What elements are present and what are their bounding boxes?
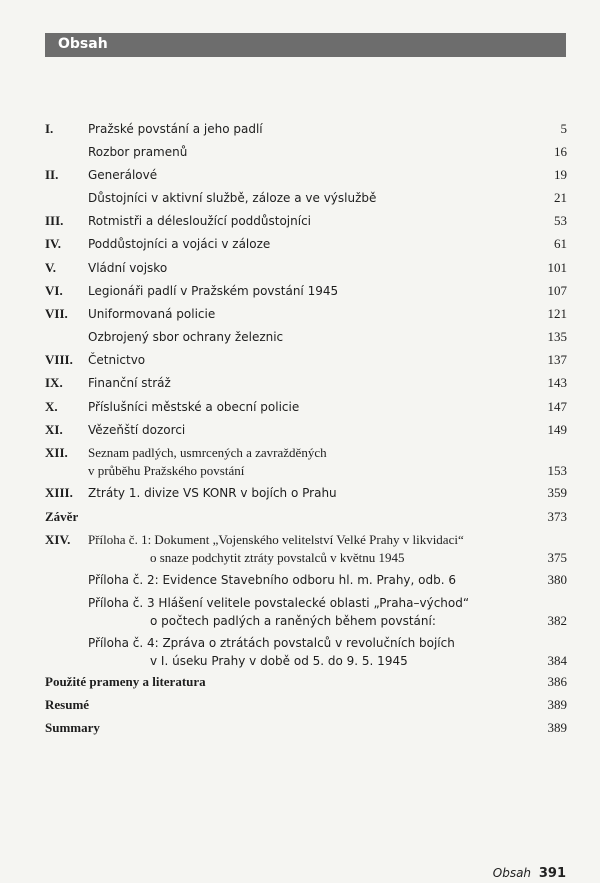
entry-page-number: 149 xyxy=(547,422,567,437)
entry-title: Ztráty 1. divize VS KONR v bojích o Prahu xyxy=(88,486,337,500)
entry-title: Generálové xyxy=(88,168,158,182)
entry-page-number: 380 xyxy=(547,572,567,587)
entry-title: Příloha č. 1: Dokument „Vojenského velitelství Velké Prahy v likvidaci“ xyxy=(88,532,464,547)
chapter-number: VIII. xyxy=(45,352,73,367)
chapter-number: VII. xyxy=(45,306,68,321)
entry-page-number: 61 xyxy=(554,236,567,251)
entry-title: Rozbor pramenů xyxy=(88,145,188,159)
entry-title: v I. úseku Prahy v době od 5. do 9. 5. 1945 xyxy=(150,654,408,668)
entry-title: Příloha č. 4: Zpráva o ztrátách povstalců v revolučních bojích xyxy=(88,636,455,650)
entry-title: Příloha č. 3 Hlášení velitele povstalecké oblasti „Praha–východ“ xyxy=(88,596,470,610)
entry-title: Vládní vojsko xyxy=(88,261,168,275)
footer-label: Obsah xyxy=(492,866,532,880)
section-title: Obsah xyxy=(58,36,108,52)
chapter-number: XIV. xyxy=(45,532,71,547)
entry-page-number: 375 xyxy=(547,550,567,565)
entry-page-number: 359 xyxy=(547,485,567,500)
entry-page-number: 389 xyxy=(547,720,567,735)
entry-title: Summary xyxy=(45,720,100,735)
chapter-number: IX. xyxy=(45,375,63,390)
entry-page-number: 21 xyxy=(554,190,567,205)
chapter-number: II. xyxy=(45,167,59,182)
entry-page-number: 384 xyxy=(547,653,567,668)
chapter-number: VI. xyxy=(45,283,63,298)
entry-title: Důstojníci v aktivní službě, záloze a ve výslužbě xyxy=(88,191,377,205)
entry-title: Ozbrojený sbor ochrany železnic xyxy=(88,330,284,344)
entry-title: Finanční stráž xyxy=(88,376,171,390)
entry-title: Uniformovaná policie xyxy=(88,307,216,321)
entry-page-number: 16 xyxy=(554,144,567,159)
chapter-number: IV. xyxy=(45,236,62,251)
entry-page-number: 101 xyxy=(547,260,567,275)
entry-page-number: 147 xyxy=(547,399,567,414)
entry-page-number: 373 xyxy=(547,509,567,524)
entry-title: Četnictvo xyxy=(88,353,146,367)
entry-title: Použité prameny a literatura xyxy=(45,674,206,689)
chapter-number: XII. xyxy=(45,445,68,460)
entry-page-number: 53 xyxy=(554,213,567,228)
entry-page-number: 137 xyxy=(547,352,567,367)
entry-page-number: 135 xyxy=(547,329,567,344)
entry-title: Rotmistři a délesloužící poddůstojníci xyxy=(88,214,312,228)
entry-page-number: 386 xyxy=(547,674,567,689)
entry-title: Příloha č. 2: Evidence Stavebního odboru hl. m. Prahy, odb. 6 xyxy=(88,573,457,587)
entry-title: o snaze podchytit ztráty povstalců v květnu 1945 xyxy=(150,550,405,565)
entry-title: Závěr xyxy=(45,509,79,524)
entry-page-number: 389 xyxy=(547,697,567,712)
entry-page-number: 107 xyxy=(547,283,567,298)
entry-title: Příslušníci městské a obecní policie xyxy=(88,400,300,414)
entry-title: Legionáři padlí v Pražském povstání 1945 xyxy=(88,284,339,298)
chapter-number: XI. xyxy=(45,422,63,437)
entry-title: Seznam padlých, usmrcených a zavražděných xyxy=(88,445,327,460)
chapter-number: X. xyxy=(45,399,58,414)
page-footer xyxy=(493,866,566,881)
entry-page-number: 153 xyxy=(547,463,567,478)
entry-page-number: 382 xyxy=(547,613,567,628)
entry-title: Poddůstojníci a vojáci v záloze xyxy=(88,237,271,251)
chapter-number: XIII. xyxy=(45,485,73,500)
chapter-number: V. xyxy=(45,260,56,275)
entry-page-number: 143 xyxy=(547,375,567,390)
page-number: 391 xyxy=(538,866,566,881)
entry-title: o počtech padlých a raněných během povstání: xyxy=(150,614,436,628)
entry-page-number: 5 xyxy=(560,121,567,136)
entry-page-number: 121 xyxy=(547,306,567,321)
chapter-number: III. xyxy=(45,213,64,228)
entry-title: v průběhu Pražského povstání xyxy=(88,463,245,478)
entry-title: Resumé xyxy=(45,697,90,712)
chapter-number: I. xyxy=(45,121,54,136)
entry-title: Pražské povstání a jeho padlí xyxy=(88,122,263,136)
entry-title: Vězeňští dozorci xyxy=(88,423,186,437)
entry-page-number: 19 xyxy=(554,167,567,182)
